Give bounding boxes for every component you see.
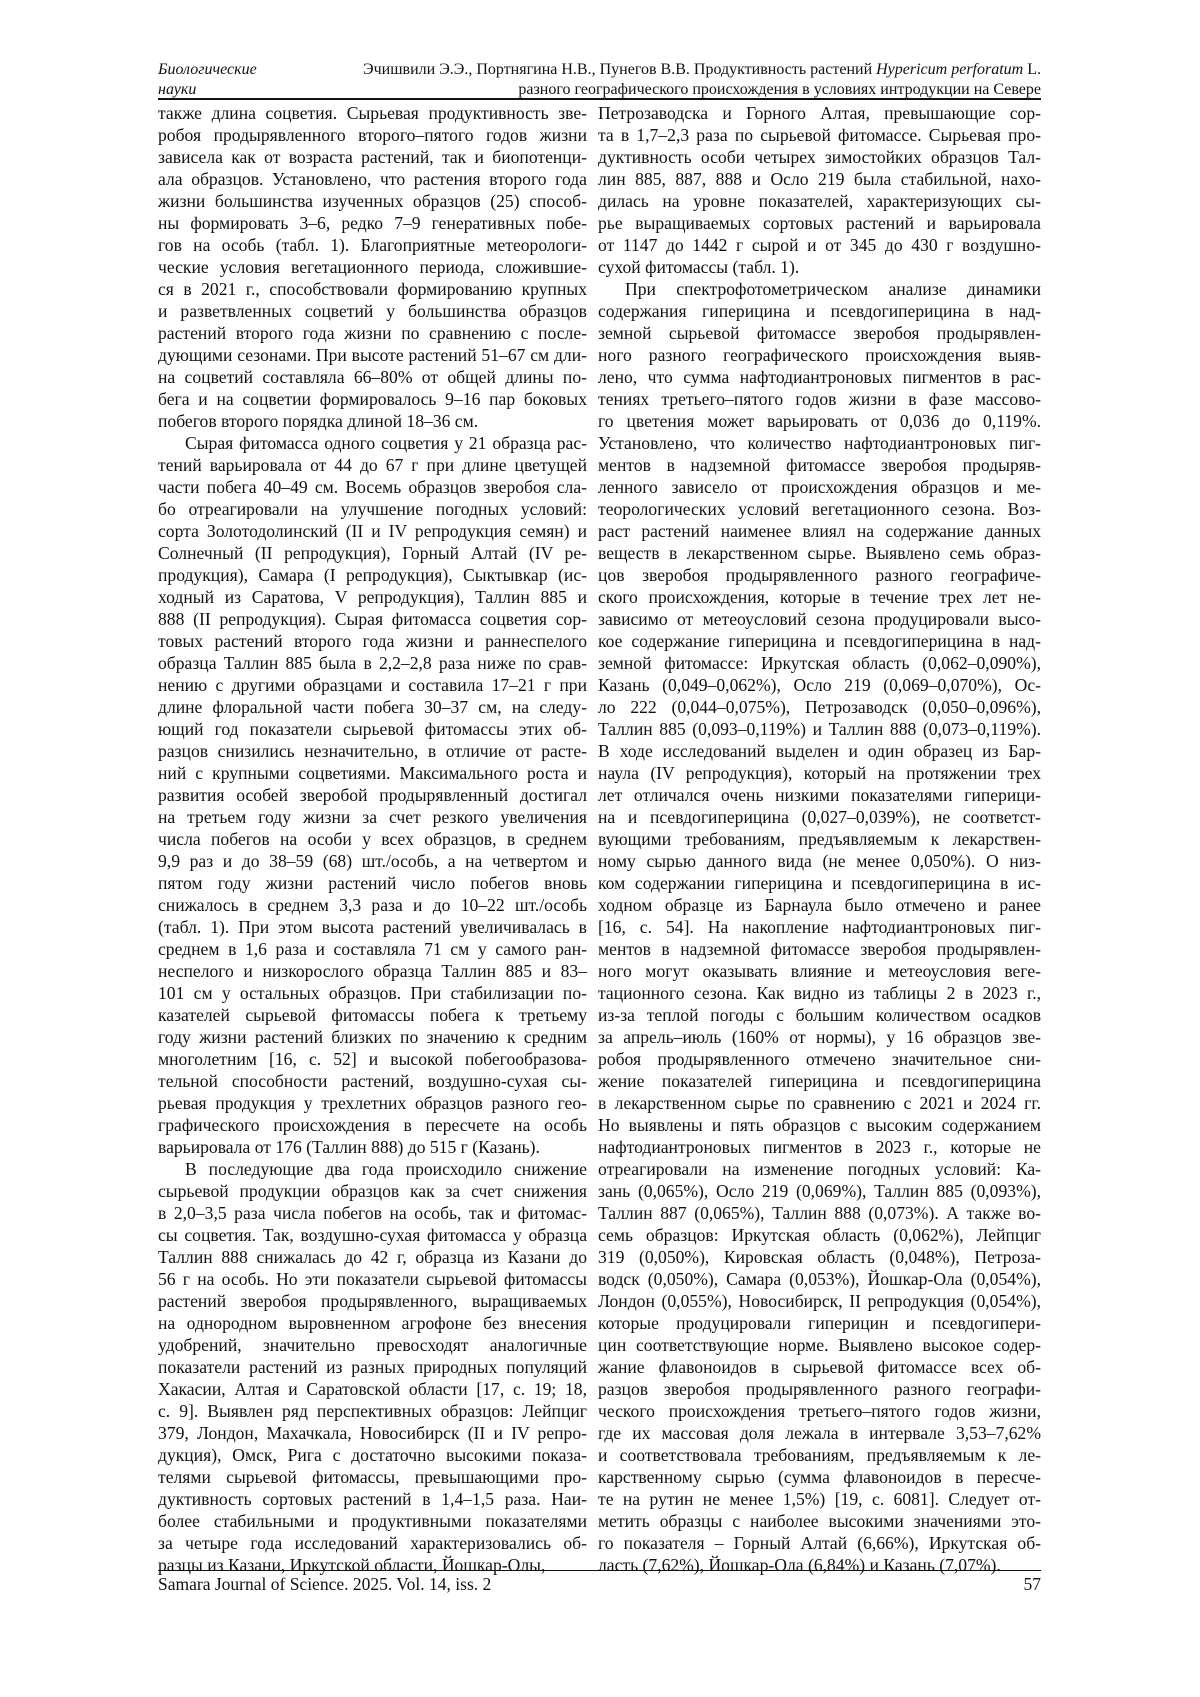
section-label-line1: Биологические bbox=[158, 60, 257, 80]
running-title-authors: Эчишвили Э.Э., Портнягина Н.В., Пунегов В.В. Продуктивность растений bbox=[363, 61, 876, 78]
text-line: рье выращиваемых сортовых растений и варьировала bbox=[598, 212, 1041, 234]
text-line: сы соцветия. Так, воздушно-сухая фитомасса у образца bbox=[158, 1224, 587, 1246]
text-line: [16, с. 54]. На накопление нафтодиантроновых пиг- bbox=[598, 916, 1041, 938]
text-line: также длина соцветия. Сырьевая продуктивность зве- bbox=[158, 102, 587, 124]
text-line: дующими сезонами. При высоте растений 51–67 см дли- bbox=[158, 344, 587, 366]
text-line: образца Таллин 885 была в 2,2–2,8 раза ниже по срав- bbox=[158, 652, 587, 674]
text-line: лет отличался очень низкими показателями гиперици- bbox=[598, 784, 1041, 806]
text-line: жизни большинства изученных образцов (25) способ- bbox=[158, 190, 587, 212]
text-line: ходный из Саратова, V репродукция), Таллин 885 и bbox=[158, 586, 587, 608]
text-line: Солнечный (II репродукция), Горный Алтай (IV ре- bbox=[158, 542, 587, 564]
page-footer bbox=[158, 1573, 1041, 1595]
paragraph bbox=[158, 1158, 587, 1576]
text-line: сухой фитомассы (табл. 1). bbox=[598, 256, 1041, 278]
text-line: тельной способности растений, воздушно-сухая сы- bbox=[158, 1070, 587, 1092]
text-line: году жизни растений близких по значению к средним bbox=[158, 1026, 587, 1048]
text-line: те на рутин не менее 1,5%) [19, с. 6081]. Следует от- bbox=[598, 1488, 1041, 1510]
text-line: Петрозаводска и Горного Алтая, превышающие сор- bbox=[598, 102, 1041, 124]
text-line: робоя продырявленного отмечено значительное сни- bbox=[598, 1048, 1041, 1070]
text-line: жание флавоноидов в сырьевой фитомассе всех об- bbox=[598, 1356, 1041, 1378]
text-line: которые продуцировали гиперицин и псевдогипери- bbox=[598, 1312, 1041, 1334]
text-line: на третьем году жизни за счет резкого увеличения bbox=[158, 806, 587, 828]
text-line: веществ в лекарственном сырье. Выявлено семь образ- bbox=[598, 542, 1041, 564]
text-line: варьировала от 176 (Таллин 888) до 515 г (Казань). bbox=[158, 1136, 587, 1158]
text-line: метить образцы с наиболее высокими значениями это- bbox=[598, 1510, 1041, 1532]
text-line: побегов второго порядка длиной 18–36 см. bbox=[158, 410, 587, 432]
text-line: дилась на уровне показателей, характеризующих сы- bbox=[598, 190, 1041, 212]
text-line: и разветвленных соцветий у большинства образцов bbox=[158, 300, 587, 322]
paragraph bbox=[598, 278, 1041, 1576]
text-line: Лондон (0,055%), Новосибирск, II репродукция (0,054%), bbox=[598, 1290, 1041, 1312]
text-line: дуктивность сортовых растений в 1,4–1,5 раза. Наи- bbox=[158, 1488, 587, 1510]
text-line: части побега 40–49 см. Восемь образцов зверобоя сла- bbox=[158, 476, 587, 498]
text-line: семь образцов: Иркутская область (0,062%), Лейпциг bbox=[598, 1224, 1041, 1246]
text-line: Хакасии, Алтая и Саратовской области [17, с. 19; 18, bbox=[158, 1378, 587, 1400]
text-line: продукция), Самара (I репродукция), Сыктывкар (ис- bbox=[158, 564, 587, 586]
text-line: жение показателей гиперицина и псевдогиперицина bbox=[598, 1070, 1041, 1092]
text-line: зависела как от возраста растений, так и биопотенци- bbox=[158, 146, 587, 168]
left-column bbox=[158, 102, 587, 1576]
text-line: В последующие два года происходило снижение bbox=[158, 1158, 587, 1180]
text-line: ала образцов. Установлено, что растения второго года bbox=[158, 168, 587, 190]
text-line: ментов в надземной фитомассе зверобоя продыряв- bbox=[598, 454, 1041, 476]
text-line: растений зверобоя продырявленного, выращиваемых bbox=[158, 1290, 587, 1312]
text-line: разцы из Казани, Иркутской области, Йошкар-Олы, bbox=[158, 1554, 587, 1576]
text-line: Таллин 887 (0,065%), Таллин 888 (0,073%). А также во- bbox=[598, 1202, 1041, 1224]
header-divider bbox=[158, 98, 1041, 100]
running-title bbox=[330, 60, 1041, 100]
page-number: 57 bbox=[1024, 1573, 1042, 1595]
text-line: казателей сырьевой фитомассы побега к третьему bbox=[158, 1004, 587, 1026]
text-line: лено, что сумма нафтодиантроновых пигментов в рас- bbox=[598, 366, 1041, 388]
text-line: в 2,0–3,5 раза числа побегов на особь, так и фитомас- bbox=[158, 1202, 587, 1224]
text-line: числа побегов на особи у всех образцов, в среднем bbox=[158, 828, 587, 850]
text-line: зань (0,065%), Осло 219 (0,069%), Таллин 885 (0,093%), bbox=[598, 1180, 1041, 1202]
text-line: 319 (0,050%), Кировская область (0,048%), Петроза- bbox=[598, 1246, 1041, 1268]
text-line: ласть (7,62%), Йошкар-Ола (6,84%) и Казань (7,07%). bbox=[598, 1554, 1041, 1576]
text-line: ного могут оказывать влияние и метеоусловия веге- bbox=[598, 960, 1041, 982]
journal-citation: Samara Journal of Science. 2025. Vol. 14, iss. 2 bbox=[158, 1574, 491, 1594]
text-line: за апрель–июль (160% от нормы), у 16 образцов зве- bbox=[598, 1026, 1041, 1048]
text-line: многолетним [16, с. 52] и высокой побегообразова- bbox=[158, 1048, 587, 1070]
text-line: тений варьировала от 44 до 67 г при длине цветущей bbox=[158, 454, 587, 476]
text-line: товых растений второго года жизни и раннеспелого bbox=[158, 630, 587, 652]
text-line: разцов зверобоя продырявленного разного географи- bbox=[598, 1378, 1041, 1400]
text-line: сорта Золотодолинский (II и IV репродукция семян) и bbox=[158, 520, 587, 542]
paragraph bbox=[598, 102, 1041, 278]
text-line: ному сырью данного вида (не менее 0,050%). О низ- bbox=[598, 850, 1041, 872]
text-line: показатели растений из разных природных популяций bbox=[158, 1356, 587, 1378]
text-line: нафтодиантроновых пигментов в 2023 г., которые не bbox=[598, 1136, 1041, 1158]
text-line: теорологических условий вегетационного сезона. Воз- bbox=[598, 498, 1041, 520]
text-line: снижалось в среднем 3,3 раза и до 10–22 шт./особь bbox=[158, 894, 587, 916]
text-line: от 1147 до 1442 г сырой и от 345 до 430 г воздушно- bbox=[598, 234, 1041, 256]
text-line: дуктивность особи четырех зимостойких образцов Тал- bbox=[598, 146, 1041, 168]
text-line: Установлено, что количество нафтодиантроновых пиг- bbox=[598, 432, 1041, 454]
text-line: ющий год показатели сырьевой фитомассы этих об- bbox=[158, 718, 587, 740]
text-line: на и псевдогиперицина (0,027–0,039%), не соответст- bbox=[598, 806, 1041, 828]
text-line: наула (IV репродукция), который на протяжении трех bbox=[598, 762, 1041, 784]
text-line: тениях третьего–пятого годов жизни в фазе массово- bbox=[598, 388, 1041, 410]
text-line: с. 9]. Выявлен ряд перспективных образцов: Лейпциг bbox=[158, 1400, 587, 1422]
text-line: неспелого и низкорослого образца Таллин 885 и 83– bbox=[158, 960, 587, 982]
text-line: гов на особь (табл. 1). Благоприятные метеорологи- bbox=[158, 234, 587, 256]
text-line: Казань (0,049–0,062%), Осло 219 (0,069–0,070%), Ос- bbox=[598, 674, 1041, 696]
text-line: разцов снизились незначительно, в отличие от расте- bbox=[158, 740, 587, 762]
text-line: Сырая фитомасса одного соцветия у 21 образца рас- bbox=[158, 432, 587, 454]
text-line: та в 1,7–2,3 раза по сырьевой фитомассе. Сырьевая про- bbox=[598, 124, 1041, 146]
text-line: в лекарственном сырье по сравнению с 2021 и 2024 гг. bbox=[598, 1092, 1041, 1114]
text-line: 101 см у остальных образцов. При стабилизации по- bbox=[158, 982, 587, 1004]
text-line: ся в 2021 г., способствовали формированию крупных bbox=[158, 278, 587, 300]
text-line: цин соответствующие норме. Выявлено высокое содер- bbox=[598, 1334, 1041, 1356]
running-title-species: Hypericum perforatum bbox=[876, 61, 1023, 78]
text-line: графического происхождения в пересчете на особь bbox=[158, 1114, 587, 1136]
text-line: бо отреагировали на улучшение погодных условий: bbox=[158, 498, 587, 520]
text-line: При спектрофотометрическом анализе динамики bbox=[598, 278, 1041, 300]
text-line: более стабильными и продуктивными показателями bbox=[158, 1510, 587, 1532]
paragraph bbox=[158, 102, 587, 432]
text-line: длине флоральной части побега 30–37 см, на следу- bbox=[158, 696, 587, 718]
text-line: ком содержании гиперицина и псевдогиперицина в ис- bbox=[598, 872, 1041, 894]
section-label-line2: науки bbox=[158, 80, 257, 100]
text-line: ходном образце из Барнаула было отмечено и ранее bbox=[598, 894, 1041, 916]
text-line: карственному сырью (сумма флавоноидов в пересче- bbox=[598, 1466, 1041, 1488]
text-line: растений второго года жизни по сравнению с после- bbox=[158, 322, 587, 344]
text-line: ло 222 (0,044–0,075%), Петрозаводск (0,050–0,096%), bbox=[598, 696, 1041, 718]
text-line: ны формировать 3–6, редко 7–9 генеративных побе- bbox=[158, 212, 587, 234]
text-line: Таллин 885 (0,093–0,119%) и Таллин 888 (0,073–0,119%). bbox=[598, 718, 1041, 740]
text-line: Таллин 888 снижалась до 42 г, образца из Казани до bbox=[158, 1246, 587, 1268]
text-line: содержания гиперицина и псевдогиперицина в над- bbox=[598, 300, 1041, 322]
text-line: ний с крупными соцветиями. Максимального роста и bbox=[158, 762, 587, 784]
text-line: зависимо от метеоусловий сезона продуцировали высо- bbox=[598, 608, 1041, 630]
text-line: ческие условия вегетационного периода, сложившие- bbox=[158, 256, 587, 278]
text-line: за четыре года исследований характеризовались об- bbox=[158, 1532, 587, 1554]
running-title-species-suffix: L. bbox=[1023, 61, 1041, 78]
text-line: раст растений наименее влиял на содержание данных bbox=[598, 520, 1041, 542]
text-line: и соответствовала требованиям, предъявляемым к ле- bbox=[598, 1444, 1041, 1466]
text-line: пятом году жизни растений число побегов вновь bbox=[158, 872, 587, 894]
text-line: 379, Лондон, Махачкала, Новосибирск (II и IV репро- bbox=[158, 1422, 587, 1444]
text-line: кое содержание гиперицина и псевдогиперицина в над- bbox=[598, 630, 1041, 652]
text-line: В ходе исследований выделен и один образец из Бар- bbox=[598, 740, 1041, 762]
footer-divider bbox=[158, 1570, 1041, 1571]
text-line: удобрений, значительно превосходят аналогичные bbox=[158, 1334, 587, 1356]
text-line: Но выявлены и пять образцов с высоким содержанием bbox=[598, 1114, 1041, 1136]
text-line: на однородном выровненном агрофоне без внесения bbox=[158, 1312, 587, 1334]
text-line: развития особей зверобой продырявленный достигал bbox=[158, 784, 587, 806]
text-line: ментов в надземной фитомассе зверобоя продырявлен- bbox=[598, 938, 1041, 960]
section-label bbox=[158, 60, 257, 100]
text-line: ческого происхождения третьего–пятого годов жизни, bbox=[598, 1400, 1041, 1422]
text-line: на соцветий составляла 66–80% от общей длины по- bbox=[158, 366, 587, 388]
text-line: ленного зависело от происхождения образцов и ме- bbox=[598, 476, 1041, 498]
text-line: телями сырьевой фитомассы, превышающими про- bbox=[158, 1466, 587, 1488]
text-line: дукция), Омск, Рига с достаточно высокими показа- bbox=[158, 1444, 587, 1466]
text-line: ского происхождения, которые в течение трех лет не- bbox=[598, 586, 1041, 608]
text-line: земной фитомассе: Иркутская область (0,062–0,090%), bbox=[598, 652, 1041, 674]
text-line: 888 (II репродукция). Сырая фитомасса соцветия сор- bbox=[158, 608, 587, 630]
text-line: 9,9 раз и до 38–59 (68) шт./особь, а на четвертом и bbox=[158, 850, 587, 872]
right-column bbox=[598, 102, 1041, 1576]
text-line: робоя продырявленного второго–пятого годов жизни bbox=[158, 124, 587, 146]
text-line: водск (0,050%), Самара (0,053%), Йошкар-Ола (0,054%), bbox=[598, 1268, 1041, 1290]
text-line: бега и на соцветии формировалось 9–16 пар боковых bbox=[158, 388, 587, 410]
text-line: го показателя – Горный Алтай (6,66%), Иркутская об- bbox=[598, 1532, 1041, 1554]
text-line: земной сырьевой фитомассе зверобоя продырявлен- bbox=[598, 322, 1041, 344]
paragraph bbox=[158, 432, 587, 1158]
text-line: ного разного географического происхождения выяв- bbox=[598, 344, 1041, 366]
text-line: тационного сезона. Как видно из таблицы 2 в 2023 г., bbox=[598, 982, 1041, 1004]
text-line: сырьевой продукции образцов как за счет снижения bbox=[158, 1180, 587, 1202]
text-line: цов зверобоя продырявленного разного географиче- bbox=[598, 564, 1041, 586]
text-line: 56 г на особь. Но эти показатели сырьевой фитомассы bbox=[158, 1268, 587, 1290]
text-line: го цветения может варьировать от 0,036 до 0,119%. bbox=[598, 410, 1041, 432]
text-line: лин 885, 887, 888 и Осло 219 была стабильной, нахо- bbox=[598, 168, 1041, 190]
text-line: рьевая продукция у трехлетних образцов разного гео- bbox=[158, 1092, 587, 1114]
text-line: вующими требованиям, предъявляемым к лекарствен- bbox=[598, 828, 1041, 850]
text-line: где их массовая доля лежала в интервале 3,53–7,62% bbox=[598, 1422, 1041, 1444]
text-line: отреагировали на изменение погодных условий: Ка- bbox=[598, 1158, 1041, 1180]
text-line: (табл. 1). При этом высота растений увеличивалась в bbox=[158, 916, 587, 938]
running-title-line2: разного географического происхождения в условиях интродукции на Севере bbox=[330, 80, 1041, 100]
text-line: из-за теплой погоды с большим количеством осадков bbox=[598, 1004, 1041, 1026]
text-line: среднем в 1,6 раза и составляла 71 см у самого ран- bbox=[158, 938, 587, 960]
text-line: нению с другими образцами и составила 17–21 г при bbox=[158, 674, 587, 696]
